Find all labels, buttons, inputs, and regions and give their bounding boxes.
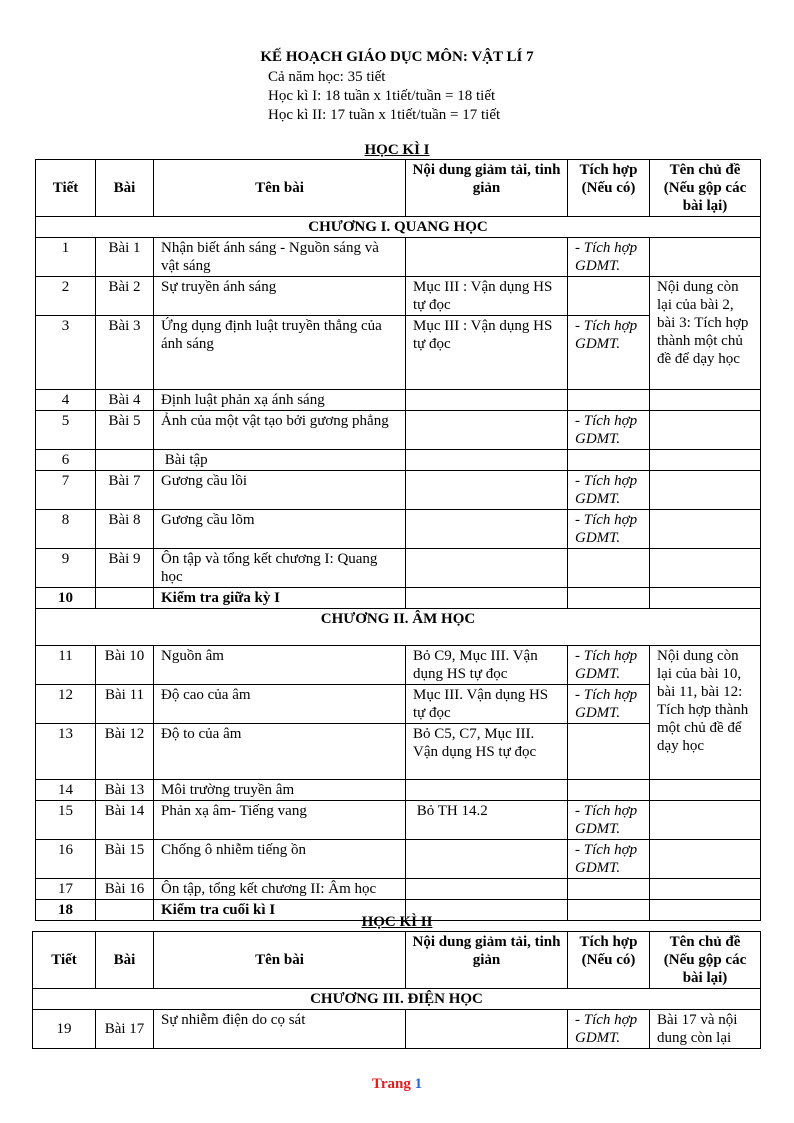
cell-chu-de-merged: Nội dung còn lại của bài 2, bài 3: Tích hợp thành một chủ đề để dạy học bbox=[650, 277, 761, 390]
cell-tich-hop: - Tích hợp GDMT. bbox=[568, 316, 650, 390]
cell-tiet: 13 bbox=[36, 724, 96, 780]
cell-giam-tai bbox=[406, 879, 568, 900]
cell-tiet: 11 bbox=[36, 646, 96, 685]
cell-bai: Bài 15 bbox=[96, 840, 154, 879]
cell-ten-bai: Ôn tập và tổng kết chương I: Quang học bbox=[154, 549, 406, 588]
semester1-periods: Học kì I: 18 tuần x 1tiết/tuần = 18 tiết bbox=[268, 88, 496, 104]
cell-giam-tai: Bỏ C9, Mục III. Vận dụng HS tự đọc bbox=[406, 646, 568, 685]
cell-ten-bai: Định luật phản xạ ánh sáng bbox=[154, 390, 406, 411]
cell-giam-tai bbox=[406, 238, 568, 277]
total-periods: Cả năm học: 35 tiết bbox=[268, 69, 386, 85]
cell-giam-tai bbox=[406, 471, 568, 510]
cell-tich-hop: - Tích hợp GDMT. bbox=[568, 238, 650, 277]
cell-giam-tai bbox=[406, 549, 568, 588]
table-row bbox=[36, 879, 761, 900]
cell-tiet: 6 bbox=[36, 450, 96, 471]
cell-ten-bai: Sự nhiễm điện do cọ sát bbox=[154, 1010, 406, 1049]
cell-ten-bai: Nguồn âm bbox=[154, 646, 406, 685]
cell-tich-hop: - Tích hợp GDMT. bbox=[568, 510, 650, 549]
cell-bai: Bài 16 bbox=[96, 879, 154, 900]
col-header-bai: Bài bbox=[96, 160, 154, 217]
cell-giam-tai: Mục III. Vận dụng HS tự đọc bbox=[406, 685, 568, 724]
cell-ten-bai: Ảnh của một vật tạo bởi gương phẳng bbox=[154, 411, 406, 450]
cell-ten-bai: Phản xạ âm- Tiếng vang bbox=[154, 801, 406, 840]
cell-tich-hop bbox=[568, 390, 650, 411]
cell-bai: Bài 10 bbox=[96, 646, 154, 685]
cell-tich-hop: - Tích hợp GDMT. bbox=[568, 1010, 650, 1049]
cell-giam-tai: Mục III : Vận dụng HS tự đọc bbox=[406, 316, 568, 390]
cell-bai bbox=[96, 588, 154, 609]
cell-tich-hop: - Tích hợp GDMT. bbox=[568, 685, 650, 724]
col-header-chu-de: Tên chủ đề (Nếu gộp các bài lại) bbox=[650, 932, 761, 989]
cell-tiet: 9 bbox=[36, 549, 96, 588]
cell-tich-hop: - Tích hợp GDMT. bbox=[568, 411, 650, 450]
cell-bai: Bài 11 bbox=[96, 685, 154, 724]
col-header-tiet: Tiết bbox=[36, 160, 96, 217]
cell-tiet: 14 bbox=[36, 780, 96, 801]
table-row bbox=[36, 411, 761, 450]
cell-giam-tai: Bỏ C5, C7, Mục III. Vận dụng HS tự đọc bbox=[406, 724, 568, 780]
cell-giam-tai bbox=[406, 510, 568, 549]
cell-tiet: 4 bbox=[36, 390, 96, 411]
table-row bbox=[36, 588, 761, 609]
cell-bai: Bài 12 bbox=[96, 724, 154, 780]
col-header-noi-dung: Nội dung giảm tải, tinh giản bbox=[406, 932, 568, 989]
table-header-row bbox=[33, 932, 761, 989]
cell-ten-bai: Chống ô nhiễm tiếng ồn bbox=[154, 840, 406, 879]
semester1-title: HỌC KÌ I bbox=[364, 142, 430, 158]
cell-bai: Bài 1 bbox=[96, 238, 154, 277]
cell-chu-de bbox=[650, 549, 761, 588]
cell-bai: Bài 3 bbox=[96, 316, 154, 390]
cell-chu-de bbox=[650, 411, 761, 450]
cell-tich-hop: - Tích hợp GDMT. bbox=[568, 471, 650, 510]
table-row bbox=[36, 510, 761, 549]
cell-tiet: 5 bbox=[36, 411, 96, 450]
cell-chu-de bbox=[650, 879, 761, 900]
cell-chu-de-merged: Nội dung còn lại của bài 10, bài 11, bài 12: Tích hợp thành một chủ đề để dạy học bbox=[650, 646, 761, 780]
cell-tich-hop: - Tích hợp GDMT. bbox=[568, 840, 650, 879]
semester2-periods: Học kì II: 17 tuần x 1tiết/tuần = 17 tiết bbox=[268, 107, 501, 123]
cell-chu-de bbox=[650, 471, 761, 510]
page-footer bbox=[0, 1076, 794, 1093]
cell-tiet: 2 bbox=[36, 277, 96, 316]
cell-giam-tai: Bỏ TH 14.2 bbox=[406, 801, 568, 840]
cell-tiet: 17 bbox=[36, 879, 96, 900]
cell-ten-bai: Môi trường truyền âm bbox=[154, 780, 406, 801]
cell-tich-hop bbox=[568, 549, 650, 588]
cell-tich-hop: - Tích hợp GDMT. bbox=[568, 801, 650, 840]
cell-bai: Bài 14 bbox=[96, 801, 154, 840]
cell-bai: Bài 5 bbox=[96, 411, 154, 450]
cell-ten-bai: Bài tập bbox=[154, 450, 406, 471]
cell-tiet: 18 bbox=[36, 900, 96, 921]
table-row bbox=[36, 277, 761, 316]
cell-bai bbox=[96, 450, 154, 471]
cell-chu-de bbox=[650, 588, 761, 609]
cell-tich-hop bbox=[568, 724, 650, 780]
cell-ten-bai: Ứng dụng định luật truyền thẳng của ánh sáng bbox=[154, 316, 406, 390]
cell-tich-hop bbox=[568, 588, 650, 609]
cell-chu-de bbox=[650, 780, 761, 801]
cell-bai: Bài 4 bbox=[96, 390, 154, 411]
cell-tiet: 1 bbox=[36, 238, 96, 277]
semester2-title: HỌC KÌ II bbox=[361, 914, 433, 930]
cell-tiet: 19 bbox=[33, 1010, 96, 1049]
col-header-chu-de: Tên chủ đề (Nếu gộp các bài lại) bbox=[650, 160, 761, 217]
cell-ten-bai: Độ to của âm bbox=[154, 724, 406, 780]
cell-giam-tai bbox=[406, 780, 568, 801]
document-title: KẾ HOẠCH GIÁO DỤC MÔN: VẬT LÍ 7 bbox=[260, 49, 534, 65]
table-row bbox=[36, 801, 761, 840]
cell-ten-bai: Gương cầu lồi bbox=[154, 471, 406, 510]
table-row bbox=[36, 390, 761, 411]
cell-bai: Bài 13 bbox=[96, 780, 154, 801]
cell-chu-de bbox=[650, 801, 761, 840]
cell-tich-hop bbox=[568, 879, 650, 900]
cell-ten-bai: Sự truyền ánh sáng bbox=[154, 277, 406, 316]
chapter-row bbox=[33, 989, 761, 1010]
cell-giam-tai bbox=[406, 1010, 568, 1049]
table-row bbox=[36, 450, 761, 471]
cell-chu-de bbox=[650, 390, 761, 411]
cell-tiet: 10 bbox=[36, 588, 96, 609]
cell-ten-bai: Gương cầu lõm bbox=[154, 510, 406, 549]
cell-giam-tai bbox=[406, 840, 568, 879]
table-row bbox=[36, 471, 761, 510]
cell-chu-de bbox=[650, 238, 761, 277]
chapter-title: CHƯƠNG II. ÂM HỌC bbox=[36, 609, 761, 646]
cell-chu-de bbox=[650, 510, 761, 549]
cell-giam-tai bbox=[406, 390, 568, 411]
cell-tiet: 15 bbox=[36, 801, 96, 840]
cell-bai: Bài 7 bbox=[96, 471, 154, 510]
table-row bbox=[36, 646, 761, 685]
col-header-bai: Bài bbox=[96, 932, 154, 989]
semester1-table bbox=[35, 159, 761, 921]
cell-giam-tai bbox=[406, 411, 568, 450]
cell-tich-hop bbox=[568, 277, 650, 316]
chapter-row bbox=[36, 217, 761, 238]
cell-tich-hop: - Tích hợp GDMT. bbox=[568, 646, 650, 685]
cell-bai: Bài 17 bbox=[96, 1010, 154, 1049]
cell-chu-de bbox=[650, 450, 761, 471]
col-header-tich-hop: Tích hợp (Nếu có) bbox=[568, 932, 650, 989]
cell-chu-de bbox=[650, 840, 761, 879]
cell-ten-bai: Kiểm tra giữa kỳ I bbox=[154, 588, 406, 609]
cell-tiet: 3 bbox=[36, 316, 96, 390]
col-header-tich-hop: Tích hợp (Nếu có) bbox=[568, 160, 650, 217]
col-header-ten-bai: Tên bài bbox=[154, 932, 406, 989]
cell-tiet: 7 bbox=[36, 471, 96, 510]
cell-tiet: 12 bbox=[36, 685, 96, 724]
table-row bbox=[36, 549, 761, 588]
table-row bbox=[36, 238, 761, 277]
semester2-table bbox=[32, 931, 761, 1049]
cell-ten-bai: Kiểm tra cuối kì I bbox=[154, 900, 406, 921]
table-row bbox=[36, 840, 761, 879]
chapter-title: CHƯƠNG I. QUANG HỌC bbox=[36, 217, 761, 238]
cell-tich-hop bbox=[568, 450, 650, 471]
cell-tich-hop bbox=[568, 780, 650, 801]
cell-giam-tai bbox=[406, 588, 568, 609]
cell-bai: Bài 8 bbox=[96, 510, 154, 549]
cell-chu-de: Bài 17 và nội dung còn lại bbox=[650, 1010, 761, 1049]
chapter-row bbox=[36, 609, 761, 646]
table-row bbox=[36, 780, 761, 801]
cell-ten-bai: Ôn tập, tổng kết chương II: Âm học bbox=[154, 879, 406, 900]
cell-bai: Bài 2 bbox=[96, 277, 154, 316]
cell-ten-bai: Độ cao của âm bbox=[154, 685, 406, 724]
table-row bbox=[33, 1010, 761, 1049]
col-header-tiet: Tiết bbox=[33, 932, 96, 989]
col-header-noi-dung: Nội dung giảm tải, tinh giản bbox=[406, 160, 568, 217]
table-header-row bbox=[36, 160, 761, 217]
page-number: 1 bbox=[414, 1076, 423, 1092]
cell-ten-bai: Nhận biết ánh sáng - Nguồn sáng và vật sáng bbox=[154, 238, 406, 277]
cell-bai: Bài 9 bbox=[96, 549, 154, 588]
page-label: Trang bbox=[371, 1076, 411, 1092]
cell-giam-tai bbox=[406, 450, 568, 471]
cell-tiet: 8 bbox=[36, 510, 96, 549]
col-header-ten-bai: Tên bài bbox=[154, 160, 406, 217]
chapter-title: CHƯƠNG III. ĐIỆN HỌC bbox=[33, 989, 761, 1010]
cell-giam-tai: Mục III : Vận dụng HS tự đọc bbox=[406, 277, 568, 316]
cell-tiet: 16 bbox=[36, 840, 96, 879]
